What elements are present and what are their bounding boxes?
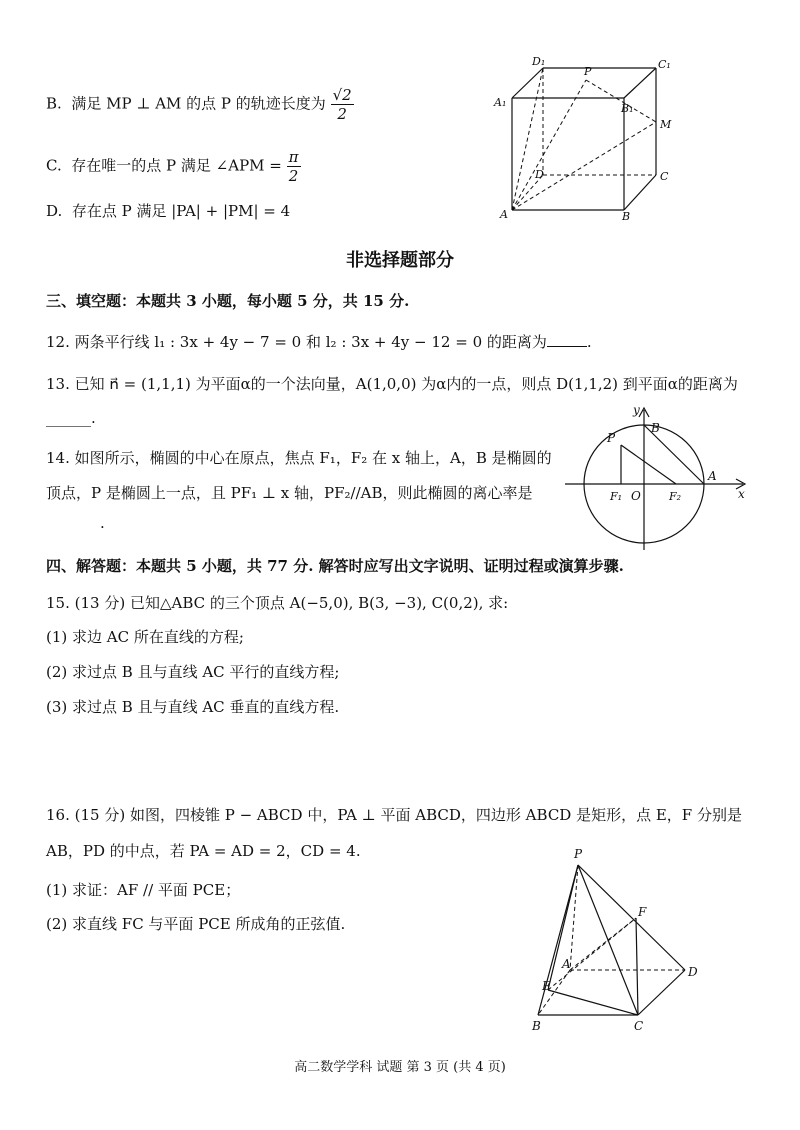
option-d [46, 200, 290, 221]
cube-figure [490, 50, 690, 225]
question-13-line2: ______. [46, 409, 96, 427]
cube-label-m: M [660, 118, 672, 131]
question-15-part1: (1) 求边 AC 所在直线的方程; [46, 628, 244, 646]
question-12 [46, 331, 592, 352]
part3-heading: 三、填空题：本题共 3 小题，每小题 5 分，共 15 分. [46, 292, 410, 310]
cube-label-d1: D₁ [532, 55, 546, 68]
pyramid-label-c: C [634, 1019, 644, 1033]
option-c-denominator: 2 [288, 167, 299, 185]
option-b-text: 满足 MP ⊥ AM 的点 P 的轨迹长度为 [71, 94, 326, 113]
option-c-numerator: π [288, 148, 299, 166]
ellipse-label-y: y [633, 403, 640, 417]
ellipse-label-x: x [738, 487, 745, 501]
pyramid-label-f: F [638, 905, 647, 919]
cube-label-b: B [622, 210, 631, 223]
cube-label-d: D [535, 168, 544, 181]
option-c [46, 148, 301, 185]
question-14-line2: 顶点，P 是椭圆上一点，且 PF₁ ⊥ x 轴，PF₂//AB，则此椭圆的离心率是 [46, 484, 533, 502]
option-c-prefix: C. [46, 156, 62, 175]
question-15-part3: (3) 求过点 B 且与直线 AC 垂直的直线方程. [46, 698, 340, 716]
q12-text: 12. 两条平行线 l₁ : 3x + 4y − 7 = 0 和 l₂ : 3x + 4y − 12 = 0 的距离为 [46, 333, 547, 351]
question-15: 15. (13 分) 已知△ABC 的三个顶点 A(−5,0), B(3, −3), C(0,2), 求: [46, 594, 509, 612]
option-b-prefix: B. [46, 94, 62, 113]
ellipse-label-b: B [651, 421, 660, 435]
question-16-line1: 16. (15 分) 如图，四棱锥 P − ABCD 中，PA ⊥ 平面 ABCD，四边形 ABCD 是矩形，点 E，F 分别是 [46, 806, 742, 824]
question-16-line2: AB，PD 的中点，若 PA = AD = 2，CD = 4. [46, 842, 361, 860]
question-13-line1: 13. 已知 n⃗ = (1,1,1) 为平面α的一个法向量，A(1,0,0) 为α内的一点，则点 D(1,1,2) 到平面α的距离为 [46, 375, 738, 393]
pyramid-label-d: D [688, 965, 698, 979]
option-b-fraction [331, 86, 354, 123]
ellipse-label-f1: F₁ [610, 490, 623, 503]
section-title: 非选择题部分 [346, 250, 454, 271]
ellipse-figure [565, 402, 755, 550]
question-16-part1: (1) 求证：AF // 平面 PCE； [46, 881, 241, 899]
question-16-part2: (2) 求直线 FC 与平面 PCE 所成角的正弦值. [46, 915, 346, 933]
ellipse-label-a: A [708, 469, 717, 483]
cube-label-c1: C₁ [658, 58, 671, 71]
ellipse-label-p: P [607, 431, 616, 445]
question-14-line1: 14. 如图所示，椭圆的中心在原点，焦点 F₁，F₂ 在 x 轴上，A，B 是椭圆的 [46, 449, 552, 467]
q12-answer-blank[interactable] [547, 332, 587, 347]
pyramid-figure [520, 840, 720, 1036]
page-footer: 高二数学学科 试题 第 3 页 (共 4 页) [294, 1060, 506, 1075]
pyramid-label-b: B [532, 1019, 541, 1033]
question-14-line3: . [100, 514, 105, 532]
option-b [46, 86, 354, 123]
ellipse-label-o: O [631, 489, 641, 503]
option-d-text: 存在点 P 满足 |PA| + |PM| = 4 [71, 202, 291, 220]
option-c-fraction [287, 148, 301, 185]
option-d-prefix: D. [46, 202, 63, 220]
option-b-denominator: 2 [337, 105, 347, 123]
part4-heading: 四、解答题：本题共 5 小题，共 77 分. 解答时应写出文字说明、证明过程或演算步骤. [46, 557, 624, 575]
q12-end: . [586, 333, 592, 351]
option-c-text: 存在唯一的点 P 满足 ∠APM = [71, 156, 282, 175]
option-b-numerator: √2 [332, 86, 352, 104]
question-15-part2: (2) 求过点 B 且与直线 AC 平行的直线方程; [46, 663, 340, 681]
cube-label-c: C [660, 170, 669, 183]
cube-label-a: A [500, 208, 508, 221]
pyramid-label-e: E [542, 979, 551, 993]
cube-label-a1: A₁ [494, 96, 507, 109]
ellipse-label-f2: F₂ [669, 490, 682, 503]
cube-label-b1: B₁ [621, 102, 634, 115]
cube-label-p: P [584, 65, 592, 78]
pyramid-label-p: P [574, 847, 583, 861]
pyramid-label-a: A [562, 957, 571, 971]
